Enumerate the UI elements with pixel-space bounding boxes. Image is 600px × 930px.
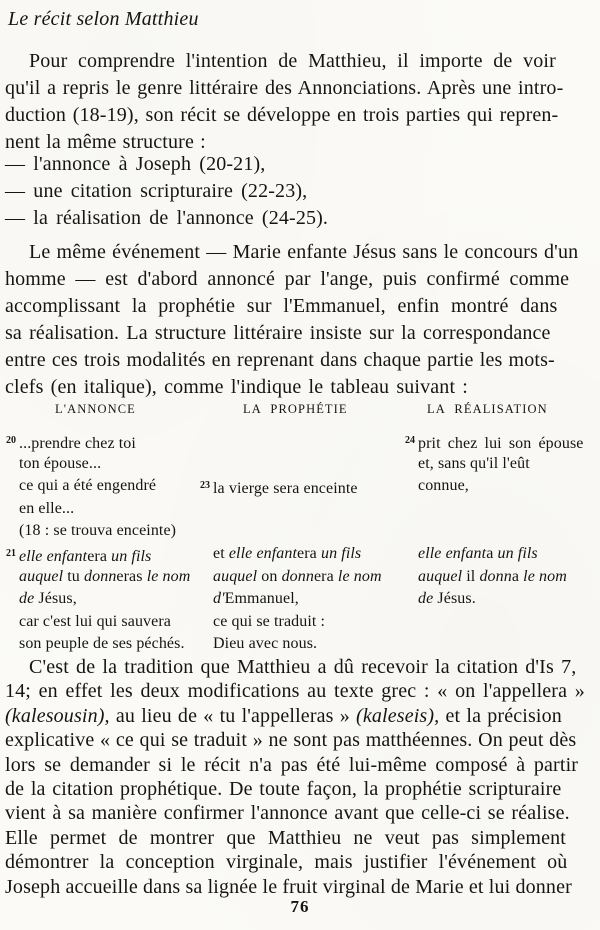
text-segment: eras xyxy=(116,567,147,585)
text-segment: et, sans qu'il l'eût xyxy=(418,454,530,472)
text-segment: ce qui se traduit : xyxy=(213,612,326,630)
text-line xyxy=(200,633,382,656)
text-segment: un fils xyxy=(320,544,362,562)
text-segment: auquel xyxy=(213,567,258,585)
structure-list xyxy=(5,151,600,232)
text-line xyxy=(5,826,600,850)
text-segment: sa réalisation. La structure littéraire insiste sur la correspondance xyxy=(5,322,551,344)
text-line xyxy=(5,777,600,801)
text-line xyxy=(6,475,190,498)
verse-number: 23 xyxy=(200,480,210,492)
text-segment: Joseph accueille dans sa lignée le fruit virginal de Marie et lui donner xyxy=(5,875,572,898)
text-line xyxy=(5,728,600,752)
text-segment: — l'annonce à Joseph (20-21), xyxy=(5,153,266,175)
text-segment: nent la même structure : xyxy=(5,131,206,153)
text-segment: era xyxy=(297,544,321,562)
table-column-realisation xyxy=(405,430,583,611)
text-line xyxy=(5,875,600,899)
text-segment: donn xyxy=(479,567,512,585)
text-segment: elle enfant xyxy=(19,547,88,565)
text-segment: Pour comprendre l'intention de Matthieu, il importe de voir xyxy=(29,50,556,72)
text-line xyxy=(200,475,382,498)
text-segment: connue, xyxy=(418,477,469,495)
text-segment: Dieu avec nous. xyxy=(213,635,318,653)
text-line xyxy=(200,611,382,634)
paragraph-tradition xyxy=(5,655,600,899)
text-segment: vient à sa manière confirmer l'annonce avant que celle-ci se réalise. xyxy=(5,802,570,825)
text-line xyxy=(405,588,583,611)
text-segment: tu xyxy=(63,567,85,585)
text-line xyxy=(5,293,600,320)
text-segment: le nom xyxy=(146,567,191,585)
text-segment: Le même événement — Marie enfante Jésus sans le concours d'un xyxy=(29,241,579,263)
text-segment: donn xyxy=(281,567,314,585)
text-line xyxy=(5,704,600,728)
text-line xyxy=(6,566,190,589)
text-line xyxy=(200,430,382,453)
synopsis-table xyxy=(0,398,600,656)
text-segment: auquel xyxy=(19,567,64,585)
text-segment: (kalesousin), xyxy=(5,704,110,727)
text-segment: entre ces trois modalités en reprenant dans chaque partie les mots- xyxy=(5,349,555,371)
text-segment: accomplissant la prophétie sur l'Emmanuel, enfin montré dans xyxy=(5,295,558,317)
text-segment: un fils xyxy=(111,547,152,565)
text-line xyxy=(5,320,600,347)
text-segment: qu'il a repris le genre littéraire des Annonciations. Après une intro- xyxy=(5,77,564,99)
text-segment: en elle... xyxy=(19,499,75,517)
text-segment: son peuple de ses péchés. xyxy=(19,635,185,653)
text-segment: et xyxy=(213,544,229,562)
text-line xyxy=(5,753,600,777)
page-number: 76 xyxy=(290,897,310,916)
verse-number: 24 xyxy=(405,435,415,446)
text-segment: de la citation prophétique. De toute façon, la prophétie scripturaire xyxy=(5,777,562,800)
text-segment: le nom xyxy=(523,567,567,585)
table-header-prophetie: LA PROPHÉTIE xyxy=(243,402,348,416)
text-line xyxy=(5,679,600,703)
text-line xyxy=(6,498,190,521)
text-segment: (18 : se trouva enceinte) xyxy=(19,522,177,540)
text-segment: ton épouse... xyxy=(19,454,102,472)
text-line xyxy=(200,453,382,476)
text-segment: era xyxy=(87,547,112,565)
verse-number: 20 xyxy=(6,435,16,446)
text-segment: ce qui a été engendré xyxy=(19,477,157,495)
text-line xyxy=(6,611,190,634)
table-header-annonce: L'ANNONCE xyxy=(55,402,136,416)
text-segment: — la réalisation de l'annonce (24-25). xyxy=(5,207,329,229)
text-line xyxy=(5,347,600,374)
text-segment: auquel xyxy=(418,567,463,585)
text-line xyxy=(5,178,600,205)
text-line xyxy=(405,430,583,453)
text-line xyxy=(5,48,600,75)
paragraph-event xyxy=(5,239,600,401)
text-segment: (kaleseis), xyxy=(356,704,440,727)
text-line xyxy=(200,520,382,543)
text-line xyxy=(200,543,382,566)
text-segment: elle enfant xyxy=(418,544,487,562)
verse-number: 21 xyxy=(6,547,16,559)
text-line xyxy=(405,520,583,543)
text-line xyxy=(405,453,583,476)
text-segment: era xyxy=(313,567,338,585)
text-segment: clefs (en italique), comme l'indique le tableau suivant : xyxy=(5,376,469,398)
text-segment: a xyxy=(511,567,524,585)
text-segment: Elle permet de montrer que Matthieu ne veut pas simplement xyxy=(5,826,566,849)
text-segment: car c'est lui qui sauvera xyxy=(19,612,171,630)
text-line xyxy=(5,151,600,178)
text-line xyxy=(5,239,600,266)
text-line xyxy=(200,566,382,589)
text-segment: 14; en effet les deux modifications au texte grec : « on l'appellera » xyxy=(5,680,585,703)
text-segment: de xyxy=(418,590,434,608)
text-segment: il xyxy=(462,567,480,585)
text-line xyxy=(6,453,190,476)
text-line xyxy=(405,498,583,521)
text-segment: lors se demander si le récit n'a pas été lui-même composé à partir xyxy=(5,753,579,776)
text-line xyxy=(5,102,600,129)
text-line xyxy=(5,374,600,401)
text-segment: elle enfant xyxy=(228,544,298,562)
text-line xyxy=(405,566,583,589)
table-header-realisation: LA RÉALISATION xyxy=(427,402,548,416)
text-segment: ...prendre chez toi xyxy=(19,435,136,452)
table-column-annonce xyxy=(6,430,190,656)
text-line xyxy=(5,205,600,232)
text-segment: d' xyxy=(213,590,225,608)
text-segment: donn xyxy=(84,567,117,585)
table-column-prophetie xyxy=(200,430,382,656)
text-segment: C'est de la tradition que Matthieu a dû recevoir la citation d'Is 7, xyxy=(29,656,577,678)
text-line xyxy=(6,588,190,611)
text-segment: Jésus. xyxy=(433,590,476,608)
text-segment: la vierge sera enceinte xyxy=(213,480,358,498)
text-segment: — une citation scripturaire (22-23), xyxy=(5,180,308,202)
text-segment: on xyxy=(257,567,282,585)
text-segment: Emmanuel, xyxy=(224,590,299,608)
text-line xyxy=(6,633,190,656)
text-segment: duction (18-19), son récit se développe en trois parties qui repren- xyxy=(5,104,559,126)
text-segment: au lieu de « tu l'appelleras » xyxy=(109,704,357,727)
text-line xyxy=(5,266,600,293)
text-segment: prit chez lui son épouse xyxy=(418,435,584,452)
text-line xyxy=(5,801,600,825)
text-line xyxy=(6,543,190,566)
text-line xyxy=(5,655,600,679)
text-line xyxy=(5,75,600,102)
text-line xyxy=(6,430,190,453)
text-line xyxy=(6,520,190,543)
text-segment: Jésus, xyxy=(34,590,77,608)
text-segment: un fils xyxy=(497,544,538,562)
text-segment: explicative « ce qui se traduit » ne sont pas matthéennes. On peut dès xyxy=(5,729,577,752)
text-line xyxy=(200,498,382,521)
text-segment: le nom xyxy=(337,567,382,585)
text-segment: homme — est d'abord annoncé par l'ange, puis confirmé comme xyxy=(5,268,570,290)
paragraph-intro xyxy=(5,48,600,156)
text-line xyxy=(5,850,600,874)
text-segment: a xyxy=(486,544,498,562)
text-segment: démontrer la conception virginale, mais justifier l'événement où xyxy=(5,851,568,874)
text-segment: de xyxy=(19,590,35,608)
section-heading: Le récit selon Matthieu xyxy=(8,8,199,30)
text-line xyxy=(200,588,382,611)
text-segment: et la précision xyxy=(439,704,562,727)
text-line xyxy=(405,543,583,566)
text-line xyxy=(405,475,583,498)
